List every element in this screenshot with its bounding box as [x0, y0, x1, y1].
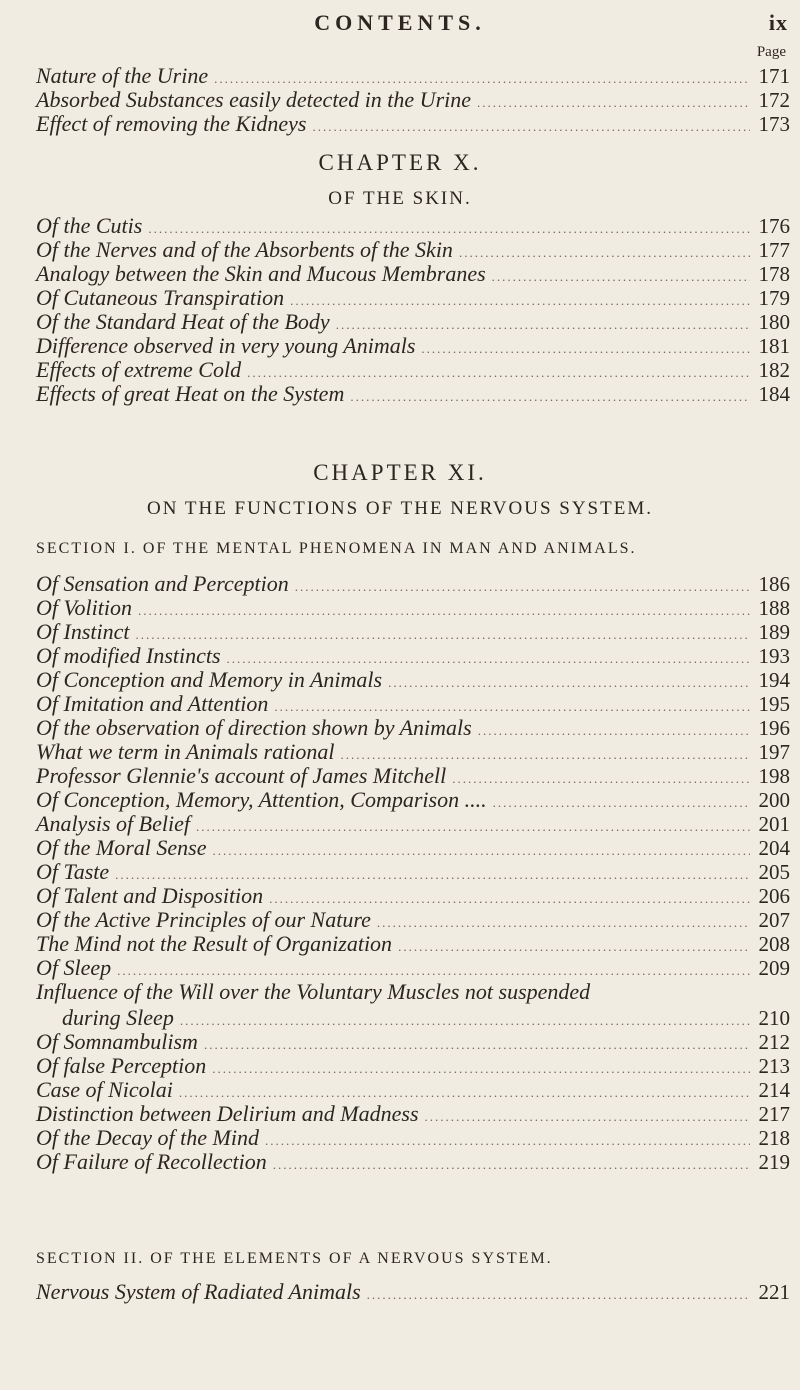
entry-title: The Mind not the Result of Organization [36, 931, 393, 956]
dot-leader [478, 719, 750, 743]
entry-title: Analysis of Belief [36, 811, 190, 836]
section-heading: SECTION II. OF THE ELEMENTS OF A NERVOUS SYSTEM. [36, 1250, 553, 1267]
entry-title: Nature of the Urine [36, 63, 209, 88]
dot-leader [367, 1283, 750, 1307]
toc-group-urine [36, 64, 790, 136]
entry-page: 200 [758, 788, 790, 812]
entry-page: 208 [758, 932, 790, 956]
dot-leader [452, 767, 750, 791]
dot-leader [290, 289, 750, 313]
entry-title: Of Instinct [36, 619, 130, 644]
entry-title: Of Conception, Memory, Attention, Comparison .... [36, 787, 487, 812]
entry-page: 178 [758, 262, 790, 286]
entry-page: 182 [758, 358, 790, 382]
entry-page: 204 [758, 836, 790, 860]
dot-leader [196, 815, 750, 839]
entry-page: 210 [758, 1006, 790, 1030]
toc-entry [36, 358, 790, 382]
toc-entry [36, 908, 790, 932]
toc-entry [36, 238, 790, 262]
entry-title: Difference observed in very young Animals [36, 333, 416, 358]
entry-page: 219 [758, 1150, 790, 1174]
chapter-xi-heading: CHAPTER XI. [313, 460, 487, 485]
entry-page: 221 [758, 1280, 790, 1304]
toc-entry [36, 764, 790, 788]
toc-entry [36, 64, 790, 88]
toc-group-skin [36, 214, 790, 406]
entry-page: 198 [758, 764, 790, 788]
entry-title: Of the Decay of the Mind [36, 1125, 259, 1150]
toc-entry [36, 262, 790, 286]
toc-entry [36, 956, 790, 980]
entry-title: Of the Nerves and of the Absorbents of the Skin [36, 237, 453, 262]
section-heading: SECTION I. OF THE MENTAL PHENOMENA IN MAN AND ANIMALS. [36, 540, 637, 557]
toc-entry [36, 596, 790, 620]
dot-leader [212, 1057, 750, 1081]
entry-title: Of Sleep [36, 955, 112, 980]
toc-entry [36, 1150, 790, 1174]
entry-page: 188 [758, 596, 790, 620]
entry-title: Effects of extreme Cold [36, 357, 242, 382]
running-head [0, 10, 800, 40]
toc-group-nervous-elements [36, 1280, 790, 1304]
entry-page: 177 [758, 238, 790, 262]
entry-title: What we term in Animals rational [36, 739, 335, 764]
dot-leader [138, 599, 750, 623]
dot-leader [273, 1153, 750, 1177]
entry-page: 189 [758, 620, 790, 644]
entry-page: 181 [758, 334, 790, 358]
toc-entry [36, 740, 790, 764]
dot-leader [398, 935, 750, 959]
entry-title: Of Volition [36, 595, 132, 620]
toc-entry [36, 668, 790, 692]
dot-leader [265, 1129, 750, 1153]
toc-group-mental [36, 572, 790, 1174]
toc-entry [36, 788, 790, 812]
entry-title: Of Cutaneous Transpiration [36, 285, 285, 310]
toc-entry [36, 214, 790, 238]
toc-entry [36, 932, 790, 956]
running-title: CONTENTS. [314, 10, 486, 35]
entry-title: Of Failure of Recollection [36, 1149, 267, 1174]
entry-page: 206 [758, 884, 790, 908]
toc-entry [36, 1078, 790, 1102]
entry-title: Nervous System of Radiated Animals [36, 1279, 361, 1304]
toc-entry [36, 644, 790, 668]
toc-entry [36, 382, 790, 406]
dot-leader [377, 911, 750, 935]
entry-page: 180 [758, 310, 790, 334]
toc-entry [36, 692, 790, 716]
dot-leader [212, 839, 750, 863]
entry-page: 184 [758, 382, 790, 406]
entry-page: 193 [758, 644, 790, 668]
entry-title: Of Sensation and Perception [36, 571, 289, 596]
toc-entry [36, 1054, 790, 1078]
entry-title: Of the observation of direction shown by Animals [36, 715, 472, 740]
entry-page: 176 [758, 214, 790, 238]
dot-leader [425, 1105, 750, 1129]
entry-title: Absorbed Substances easily detected in the Urine [36, 87, 472, 112]
dot-leader [493, 791, 750, 815]
entry-page: 173 [758, 112, 790, 136]
dot-leader [459, 241, 750, 265]
entry-title: Of the Active Principles of our Nature [36, 907, 371, 932]
toc-entry [36, 1280, 790, 1304]
toc-entry [36, 112, 790, 136]
dot-leader [180, 1009, 750, 1033]
entry-page: 218 [758, 1126, 790, 1150]
dot-leader [477, 91, 750, 115]
entry-page: 205 [758, 860, 790, 884]
entry-page: 179 [758, 286, 790, 310]
dot-leader [421, 337, 750, 361]
dot-leader [204, 1033, 750, 1057]
toc-entry [36, 620, 790, 644]
entry-title: Effects of great Heat on the System [36, 381, 345, 406]
entry-title: Distinction between Delirium and Madness [36, 1101, 419, 1126]
toc-entry [36, 334, 790, 358]
entry-title: Of the Standard Heat of the Body [36, 309, 330, 334]
toc-entry [36, 860, 790, 884]
toc-entry-continuation [36, 1006, 790, 1030]
entry-page: 214 [758, 1078, 790, 1102]
entry-title: Of Taste [36, 859, 110, 884]
entry-title: Professor Glennie's account of James Mitchell [36, 763, 447, 788]
toc-entry [36, 1102, 790, 1126]
toc-entry-first-line [36, 980, 790, 1006]
entry-title: Of the Cutis [36, 213, 143, 238]
entry-title: Of false Perception [36, 1053, 207, 1078]
entry-title: Of the Moral Sense [36, 835, 207, 860]
toc-entry [36, 1030, 790, 1054]
chapter-x-heading: CHAPTER X. [318, 150, 482, 175]
dot-leader [312, 115, 750, 139]
entry-page: 209 [758, 956, 790, 980]
entry-page: 195 [758, 692, 790, 716]
entry-page: 172 [758, 88, 790, 112]
entry-page: 217 [758, 1102, 790, 1126]
toc-entry [36, 310, 790, 334]
entry-page: 197 [758, 740, 790, 764]
dot-leader [492, 265, 750, 289]
toc-entry [36, 88, 790, 112]
dot-leader [136, 623, 751, 647]
entry-page: 186 [758, 572, 790, 596]
entry-title: during Sleep [62, 1005, 174, 1030]
entry-page: 194 [758, 668, 790, 692]
entry-title: Of Somnambulism [36, 1029, 198, 1054]
entry-title: Case of Nicolai [36, 1077, 173, 1102]
entry-title: Analogy between the Skin and Mucous Membranes [36, 261, 486, 286]
entry-page: 207 [758, 908, 790, 932]
page-column-label: Page [756, 44, 786, 60]
toc-entry [36, 812, 790, 836]
chapter-xi-subtitle: ON THE FUNCTIONS OF THE NERVOUS SYSTEM. [147, 498, 653, 519]
toc-entry [36, 884, 790, 908]
toc-entry [36, 716, 790, 740]
dot-leader [388, 671, 750, 695]
entry-page: 212 [758, 1030, 790, 1054]
entry-title: Influence of the Will over the Voluntary Muscles not suspended [36, 979, 591, 1004]
entry-page: 213 [758, 1054, 790, 1078]
toc-entry [36, 572, 790, 596]
entry-title: Of Conception and Memory in Animals [36, 667, 383, 692]
chapter-x-subtitle: OF THE SKIN. [328, 188, 472, 209]
entry-page: 196 [758, 716, 790, 740]
dot-leader [350, 385, 750, 409]
dot-leader [295, 575, 750, 599]
entry-page: 201 [758, 812, 790, 836]
page-folio: ix [768, 10, 788, 35]
toc-entry [36, 836, 790, 860]
entry-title: Of Talent and Disposition [36, 883, 264, 908]
entry-title: Of Imitation and Attention [36, 691, 269, 716]
entry-page: 171 [758, 64, 790, 88]
entry-title: Effect of removing the Kidneys [36, 111, 307, 136]
entry-title: Of modified Instincts [36, 643, 221, 668]
toc-entry [36, 286, 790, 310]
toc-entry [36, 1126, 790, 1150]
